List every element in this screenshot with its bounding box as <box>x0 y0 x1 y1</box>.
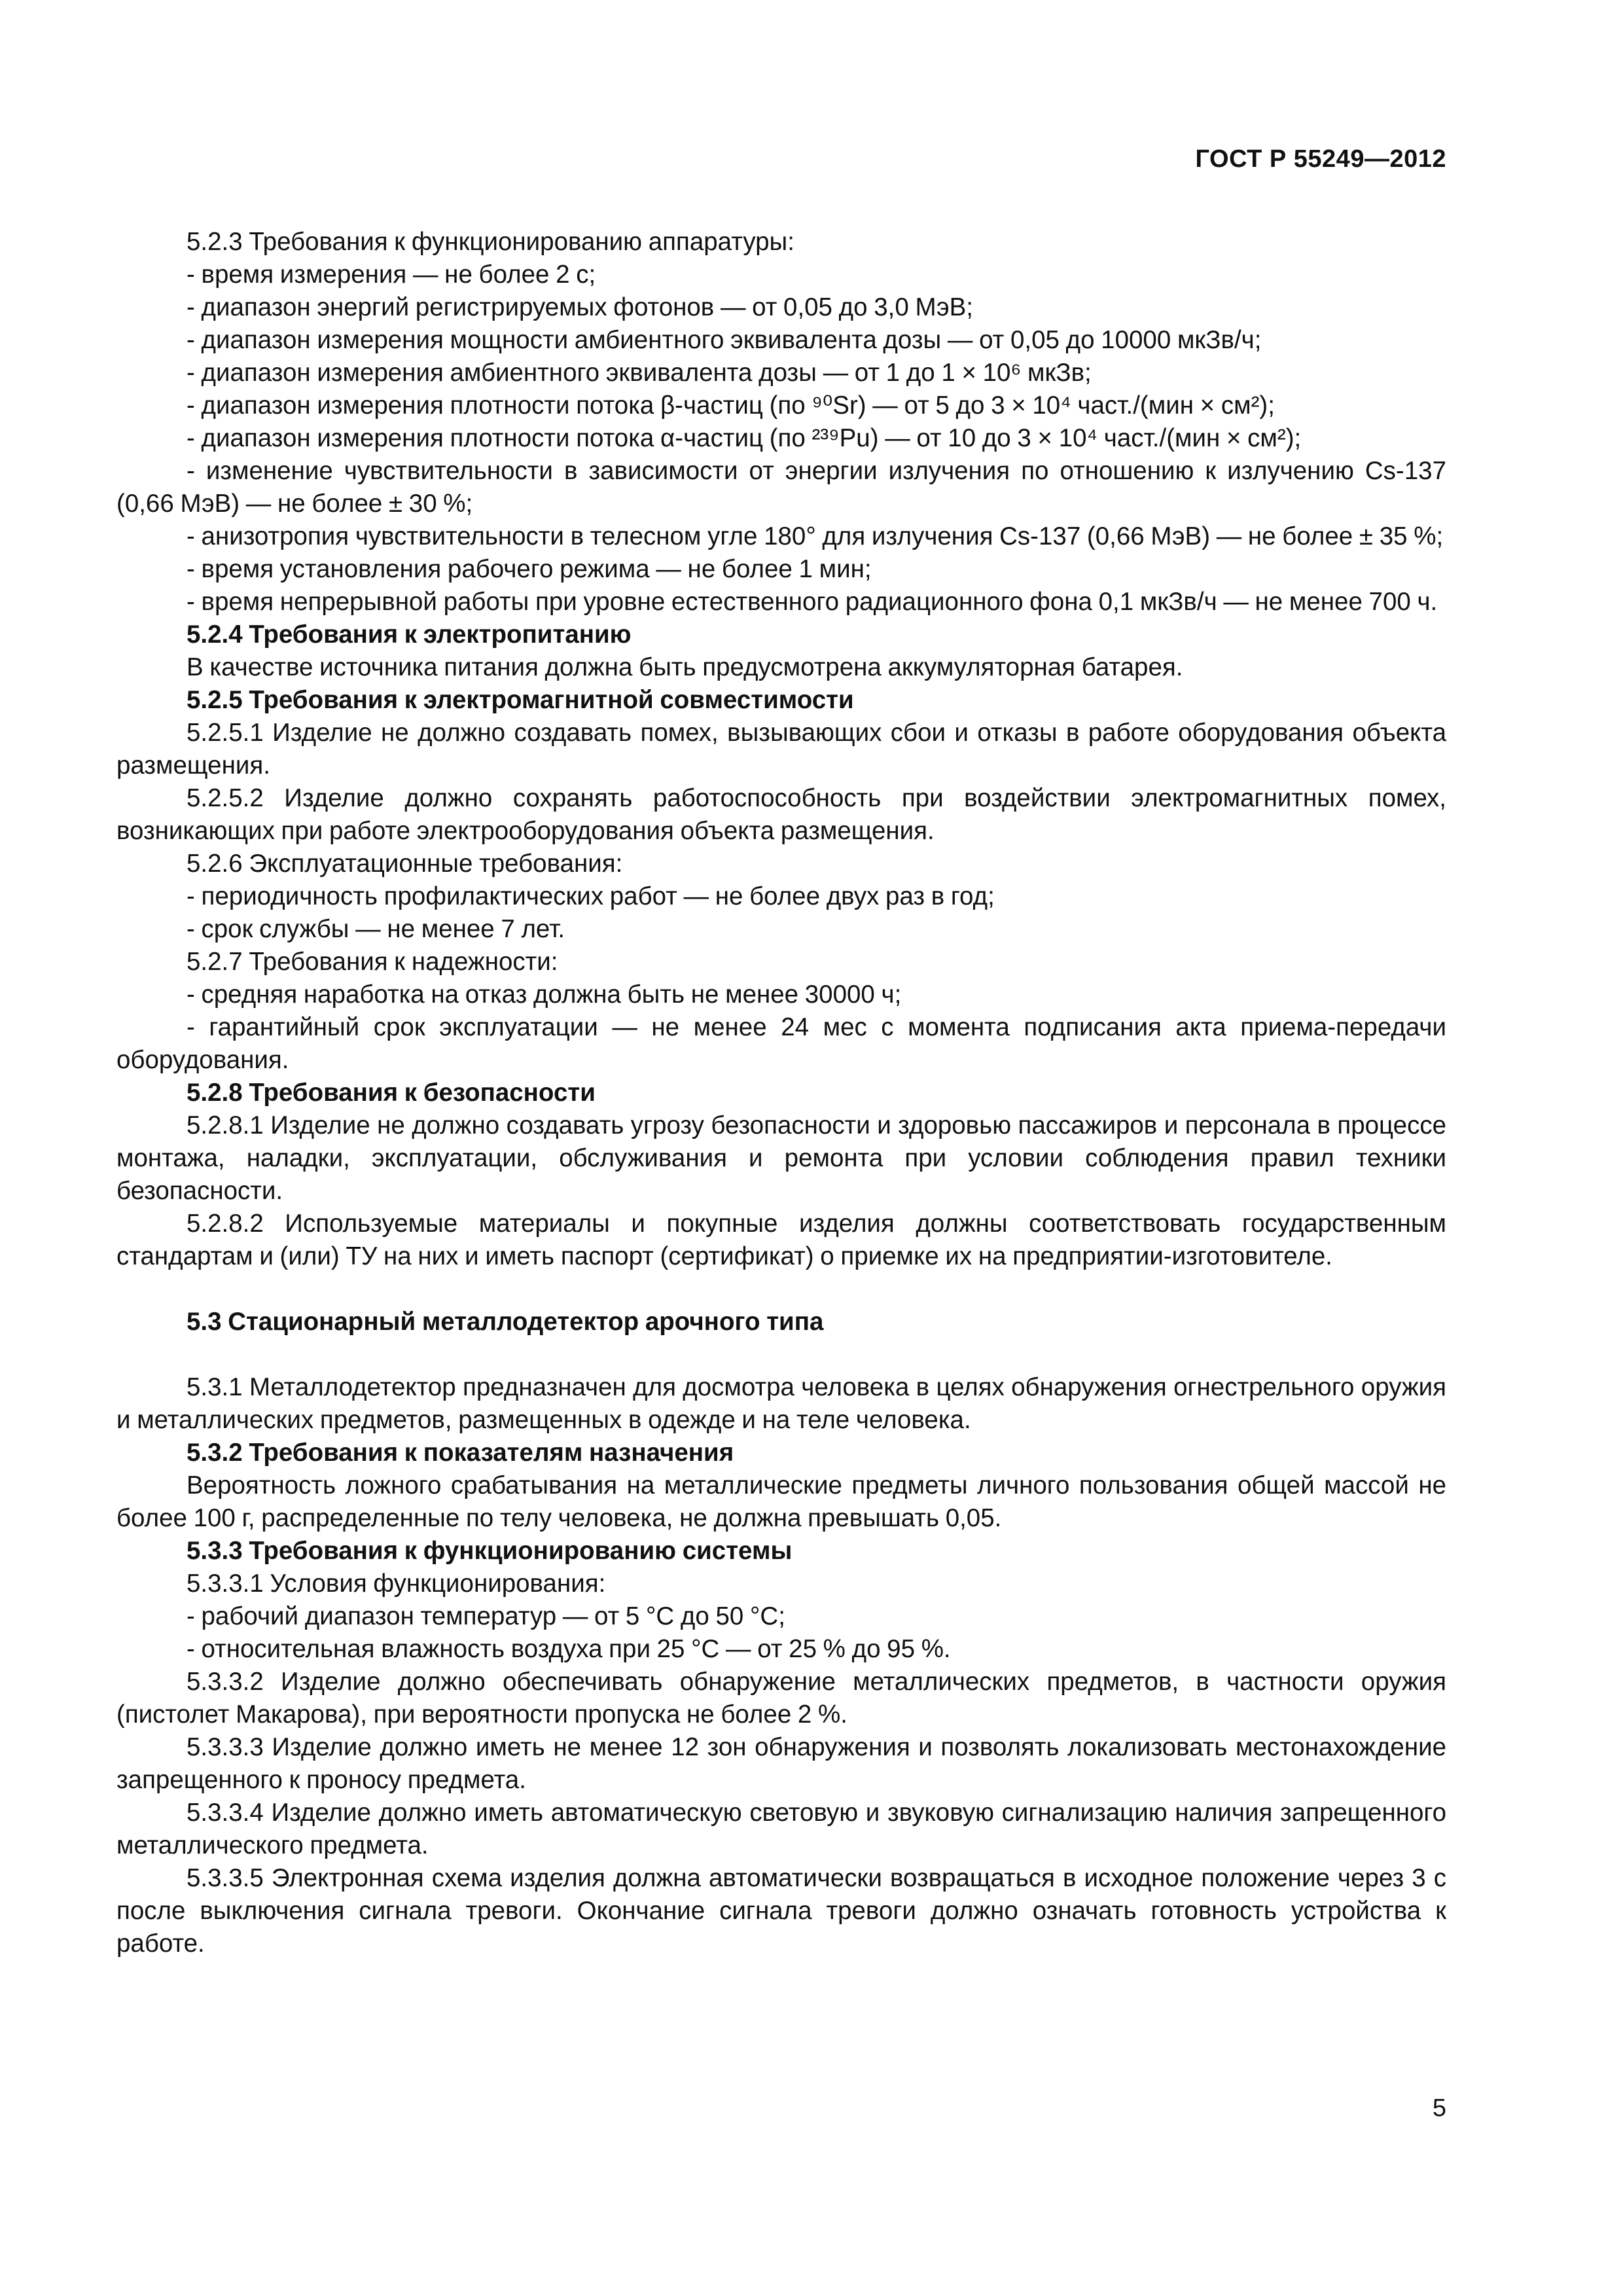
paragraph: 5.3.3.3 Изделие должно иметь не менее 12 зон обнаружения и позволять локализовать местонахождение запрещенного к проносу предмета. <box>116 1733 1446 1794</box>
paragraph: - относительная влажность воздуха при 25 °С — от 25 % до 95 %. <box>187 1635 951 1663</box>
section-heading: 5.2.5 Требования к электромагнитной совместимости <box>187 686 854 714</box>
paragraph: 5.2.6 Эксплуатационные требования: <box>187 850 623 878</box>
paragraph: 5.2.3 Требования к функционированию аппаратуры: <box>187 228 794 256</box>
paragraph: - срок службы — не менее 7 лет. <box>187 915 565 943</box>
paragraph: - время установления рабочего режима — не более 1 мин; <box>187 555 872 583</box>
paragraph: - периодичность профилактических работ — не более двух раз в год; <box>187 882 995 910</box>
paragraph: - диапазон измерения мощности амбиентного эквивалента дозы — от 0,05 до 10000 мкЗв/ч; <box>187 326 1262 354</box>
paragraph: - диапазон измерения плотности потока α-частиц (по ²³⁹Pu) — от 10 до 3 × 10⁴ част./(мин × см²); <box>187 424 1302 452</box>
section-heading: 5.2.8 Требования к безопасности <box>187 1079 596 1107</box>
paragraph: 5.3.3.2 Изделие должно обеспечивать обнаружение металлических предметов, в частности оружия (пистолет Макарова), при вероятности пропуска не более 2 %. <box>116 1668 1446 1729</box>
paragraph: 5.3.1 Металлодетектор предназначен для досмотра человека в целях обнаружения огнестрельного оружия и металлических предметов, размещенных в одежде и на теле человека. <box>116 1373 1446 1434</box>
paragraph: - диапазон измерения плотности потока β-частиц (по ⁹⁰Sr) — от 5 до 3 × 10⁴ част./(мин × см²); <box>187 391 1275 420</box>
paragraph: 5.3.3.1 Условия функционирования: <box>187 1570 606 1598</box>
paragraph: 5.2.5.1 Изделие не должно создавать помех, вызывающих сбои и отказы в работе оборудования объекта размещения. <box>116 719 1446 780</box>
paragraph: 5.2.8.1 Изделие не должно создавать угрозу безопасности и здоровью пассажиров и персонала в процессе монтажа, наладки, эксплуатации, обслуживания и ремонта при условии соблюдения правил техники безопасности. <box>116 1111 1446 1205</box>
page-number: 5 <box>1432 2094 1446 2122</box>
paragraph: 5.2.7 Требования к надежности: <box>187 948 558 976</box>
paragraph: - анизотропия чувствительности в телесном угле 180° для излучения Cs-137 (0,66 МэВ) — не более ± 35 %; <box>187 522 1444 550</box>
paragraph: Вероятность ложного срабатывания на металлические предметы личного пользования общей массой не более 100 г, распределенные по телу человека, не должна превышать 0,05. <box>116 1471 1446 1532</box>
paragraph: 5.3.3.5 Электронная схема изделия должна автоматически возвращаться в исходное положение через 3 с после выключения сигнала тревоги. Окончание сигнала тревоги должно означать готовность устройства к работе. <box>116 1864 1446 1958</box>
section-heading: 5.2.4 Требования к электропитанию <box>187 620 632 649</box>
paragraph: - изменение чувствительности в зависимости от энергии излучения по отношению к излучению Cs-137 (0,66 МэВ) — не более ± 30 %; <box>116 457 1446 518</box>
paragraph: - диапазон энергий регистрируемых фотонов — от 0,05 до 3,0 МэВ; <box>187 293 973 321</box>
paragraph: - время непрерывной работы при уровне естественного радиационного фона 0,1 мкЗв/ч — не менее 700 ч. <box>187 588 1438 616</box>
paragraph: - средняя наработка на отказ должна быть не менее 30000 ч; <box>187 980 902 1009</box>
paragraph: - время измерения — не более 2 с; <box>187 260 596 289</box>
paragraph: - гарантийный срок эксплуатации — не менее 24 мес с момента подписания акта приема-передачи оборудования. <box>116 1013 1446 1074</box>
document-id: ГОСТ Р 55249—2012 <box>1195 145 1446 173</box>
paragraph: 5.2.5.2 Изделие должно сохранять работоспособность при воздействии электромагнитных помех, возникающих при работе электрооборудования объекта размещения. <box>116 784 1446 845</box>
section-heading: 5.3.3 Требования к функционированию системы <box>187 1537 793 1565</box>
document-body <box>116 226 1446 1960</box>
section-heading: 5.3.2 Требования к показателям назначения <box>187 1439 734 1467</box>
paragraph: - рабочий диапазон температур — от 5 °С до 50 °С; <box>187 1602 785 1630</box>
paragraph: - диапазон измерения амбиентного эквивалента дозы — от 1 до 1 × 10⁶ мкЗв; <box>187 359 1092 387</box>
section-heading: 5.3 Стационарный металлодетектор арочного типа <box>187 1308 824 1336</box>
paragraph: 5.3.3.4 Изделие должно иметь автоматическую световую и звуковую сигнализацию наличия запрещенного металлического предмета. <box>116 1799 1446 1859</box>
paragraph: 5.2.8.2 Используемые материалы и покупные изделия должны соответствовать государственным стандартам и (или) ТУ на них и иметь паспорт (сертификат) о приемке их на предприятии-изготовителе. <box>116 1210 1446 1270</box>
paragraph: В качестве источника питания должна быть предусмотрена аккумуляторная батарея. <box>187 653 1183 681</box>
